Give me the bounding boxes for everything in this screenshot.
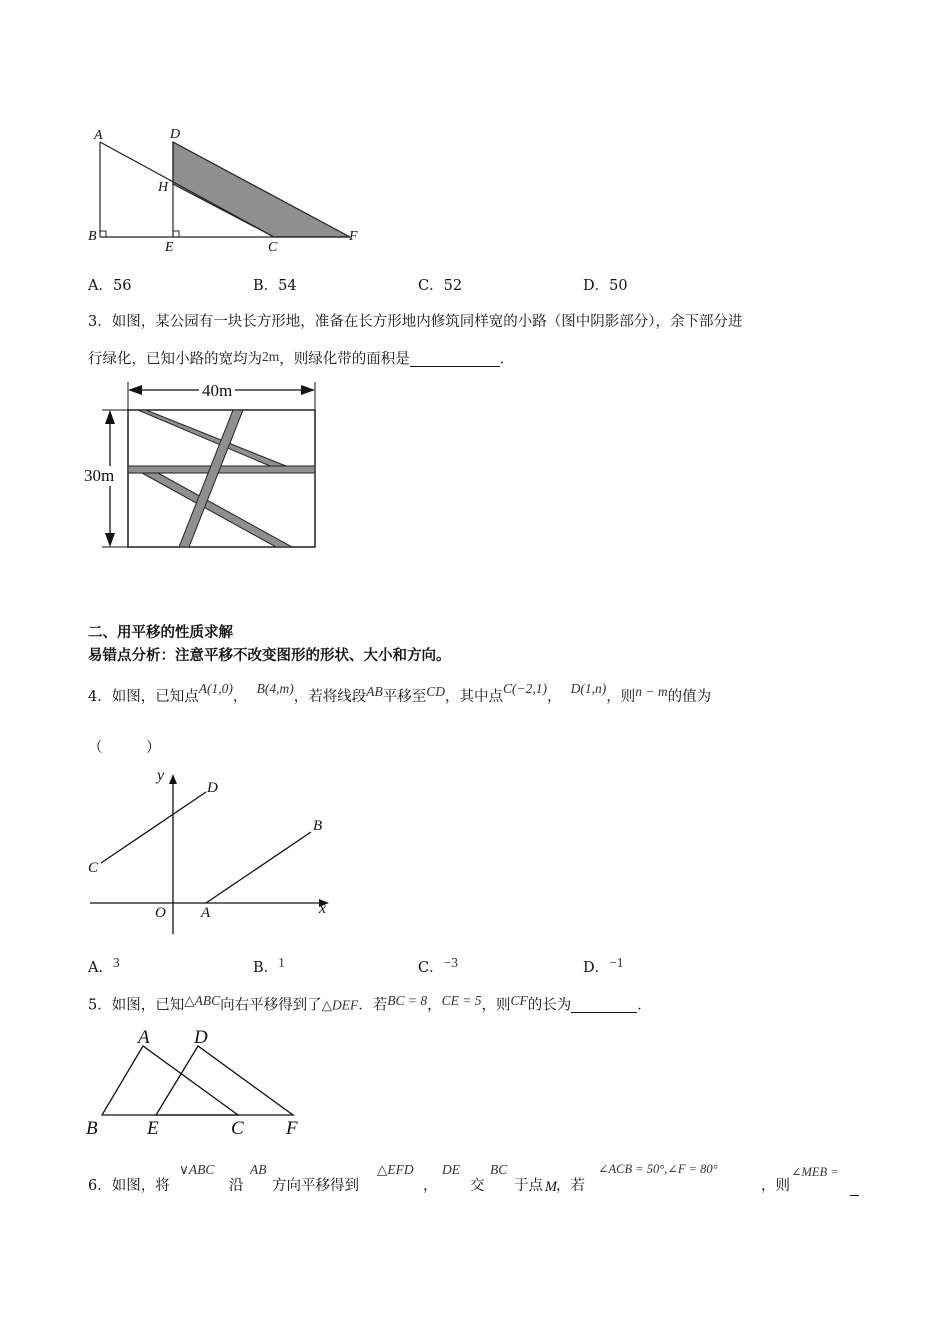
q3-text: 行绿化，已知小路的宽均为	[88, 351, 262, 368]
q2-option-a[interactable]	[88, 279, 131, 294]
label-A: A	[201, 905, 211, 921]
dim-arrow-left	[128, 385, 142, 395]
q4-text: ，则	[606, 689, 636, 705]
q4-segment-ab: AB	[366, 684, 383, 699]
q4-text: 4．如图，已知点	[88, 689, 199, 705]
q4-text: 的值为	[667, 689, 712, 705]
q4-point-a: A(1,0)	[198, 681, 233, 696]
label-D: D	[194, 1027, 208, 1048]
option-letter: D．	[583, 278, 610, 294]
q5-cf: CF	[510, 992, 528, 1008]
q5-text: ，	[427, 997, 442, 1014]
segment-ab	[206, 832, 311, 903]
road-horizontal	[128, 466, 315, 473]
q4-point-c: C(−2,1)	[502, 681, 547, 696]
q4-point-d: D(1,n)	[570, 681, 607, 696]
segment-cd	[101, 792, 206, 863]
q6-ask: ∠MEB =	[791, 1165, 839, 1179]
q3-text: ．	[499, 351, 515, 368]
q5-text: ．	[637, 997, 652, 1014]
q4-text: ，若将线段	[293, 689, 367, 705]
q6-t5: 交	[470, 1178, 485, 1194]
q4-option-a[interactable]	[88, 955, 120, 976]
q6-t3: 方向平移得到	[272, 1178, 359, 1194]
q6-t8: ，则	[761, 1178, 790, 1194]
label-40m: 40m	[199, 381, 235, 401]
label-C: C	[88, 860, 99, 876]
q5-text: ，则	[481, 997, 511, 1014]
q5-bc-value: BC = 8	[387, 992, 428, 1008]
q4-line1	[88, 681, 712, 705]
q6-ab: AB	[250, 1162, 267, 1177]
label-E: E	[165, 240, 174, 255]
label-E: E	[147, 1118, 159, 1139]
label-C: C	[231, 1118, 244, 1139]
q6-bc: BC	[490, 1162, 508, 1177]
option-letter: C．	[418, 960, 444, 976]
q3-text: ，则绿化带的面积是	[279, 351, 410, 368]
q3-width-value: 2m	[262, 348, 280, 364]
label-F: F	[349, 229, 358, 244]
q5-text: ．若	[358, 997, 388, 1014]
q5-ce-value: CE = 5	[441, 992, 482, 1008]
option-value: −1	[609, 955, 624, 970]
dim-arrow-top	[105, 410, 115, 424]
label-F: F	[286, 1118, 298, 1139]
q2-option-b[interactable]	[253, 279, 297, 294]
option-value: 54	[278, 278, 297, 294]
q3-line2	[88, 348, 515, 368]
q4-segment-cd: CD	[426, 684, 445, 699]
q6-t7: ，若	[556, 1178, 585, 1194]
q5-line	[88, 992, 652, 1014]
y-axis-arrow	[169, 774, 177, 784]
q4-option-d[interactable]	[583, 955, 624, 976]
option-letter: C．	[418, 278, 444, 294]
q4-point-b: B(4,m)	[256, 681, 294, 696]
option-value: 52	[443, 278, 463, 294]
q5-text: 的长为	[527, 997, 572, 1014]
label-A: A	[94, 128, 103, 143]
right-angle-e	[173, 231, 179, 237]
triangle-abc	[102, 1046, 238, 1115]
triangle-figure-svg	[80, 120, 380, 260]
label-C: C	[268, 240, 278, 255]
q4-text: ，	[546, 689, 562, 705]
label-30m: 30m	[84, 466, 115, 485]
section-note: 易错点分析：注意平移不改变图形的形状、大小和方向。	[88, 648, 451, 664]
section-title: 二、用平移的性质求解	[88, 625, 233, 641]
q5-text: 向右平移得到了	[220, 997, 322, 1014]
label-B: B	[313, 818, 323, 834]
option-letter: A．	[88, 278, 113, 294]
option-value: 3	[112, 955, 120, 970]
park-figure-svg	[80, 378, 330, 558]
q6-de: DE	[442, 1162, 460, 1177]
q2-option-c[interactable]	[418, 279, 462, 294]
shaded-region	[173, 142, 350, 237]
q4-option-c[interactable]	[418, 955, 458, 976]
q6-m: M	[545, 1179, 558, 1195]
q6-triangle-abc: ∨ABC	[179, 1162, 215, 1177]
axis-label-y: y	[157, 767, 165, 784]
q5-triangle-def: △DEF	[321, 997, 359, 1013]
label-O: O	[155, 905, 166, 921]
q3-answer-blank[interactable]	[410, 352, 500, 367]
q5-answer-blank[interactable]	[571, 998, 637, 1013]
label-B: B	[88, 229, 97, 244]
q4-answer-paren[interactable]: （ ）	[88, 740, 161, 756]
label-B: B	[86, 1118, 98, 1139]
dim-arrow-bottom	[105, 533, 115, 547]
q4-text: 平移至	[382, 689, 427, 705]
q2-option-d[interactable]	[583, 279, 628, 294]
q4-text: ，	[232, 689, 248, 705]
q3-line1: 3．如图，某公园有一块长方形地，准备在长方形地内修筑同样宽的小路（图中阴影部分），余下部分进	[88, 314, 743, 330]
translation-figure-svg	[90, 1040, 320, 1130]
q6-t2: 沿	[229, 1178, 244, 1194]
q6-t1: 6．如图，将	[88, 1178, 170, 1194]
q6-t4: ，	[423, 1178, 438, 1194]
label-D: D	[207, 780, 218, 796]
q6-answer-blank[interactable]	[850, 1181, 859, 1196]
label-H: H	[158, 180, 169, 195]
q5-text: 5．如图，已知	[88, 997, 185, 1014]
q4-expression: n − m	[635, 684, 668, 699]
axis-label-x: x	[319, 900, 327, 917]
q6-triangle-efd: △EFD	[377, 1162, 414, 1177]
q4-option-b[interactable]	[253, 955, 285, 976]
option-value: −3	[443, 955, 458, 970]
q4-text: ，其中点	[444, 689, 503, 705]
option-value: 56	[112, 278, 132, 294]
q5-triangle-abc: △ABC	[184, 992, 221, 1008]
dim-arrow-right	[301, 385, 315, 395]
option-letter: B．	[253, 960, 279, 976]
label-D: D	[170, 127, 181, 142]
option-value: 1	[278, 955, 285, 970]
option-value: 50	[609, 278, 628, 294]
option-letter: A．	[88, 960, 113, 976]
option-letter: D．	[583, 960, 610, 976]
q6-condition: ∠ACB = 50°,∠F = 80°	[598, 1162, 718, 1176]
label-A: A	[138, 1027, 150, 1048]
q6-t6: 于点	[514, 1178, 543, 1194]
right-angle-b	[100, 231, 106, 237]
option-letter: B．	[253, 278, 279, 294]
